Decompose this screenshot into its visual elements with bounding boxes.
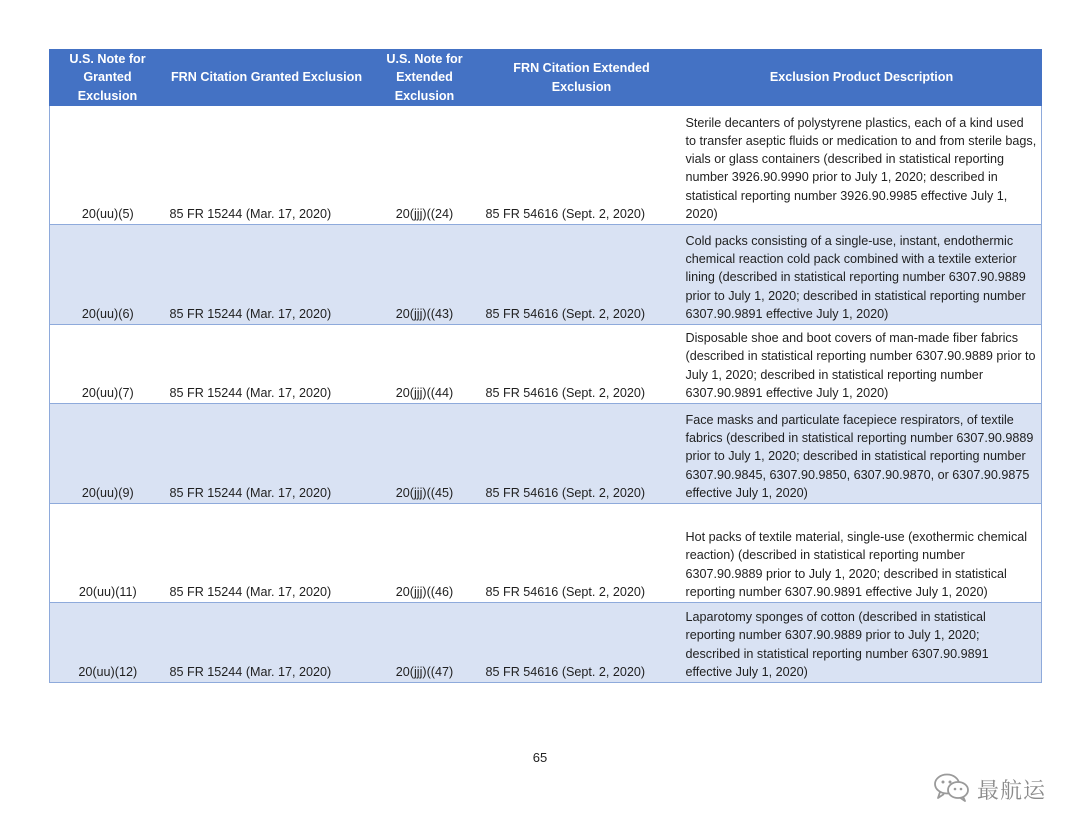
frn-granted-cell: 85 FR 15244 (Mar. 17, 2020) xyxy=(166,504,368,603)
us-note-granted-cell: 20(uu)(9) xyxy=(50,404,166,504)
description-cell: Sterile decanters of polystyrene plastics, each of a kind used to transfer aseptic fluids or medication to and from sterile bags, vials or glass containers (described in statistical reporting number 3926.90.9990 prior to July 1, 2020; described in statistical reporting number 3926.90.9985 effective July 1, 2020) xyxy=(682,106,1042,225)
frn-extended-cell: 85 FR 54616 (Sept. 2, 2020) xyxy=(482,404,682,504)
us-note-extended-cell: 20(jjj)((24) xyxy=(368,106,482,225)
frn-extended-cell: 85 FR 54616 (Sept. 2, 2020) xyxy=(482,603,682,683)
frn-granted-cell: 85 FR 15244 (Mar. 17, 2020) xyxy=(166,325,368,404)
description-cell: Hot packs of textile material, single-use (exothermic chemical reaction) (described in statistical reporting number 6307.90.9889 prior to July 1, 2020; described in statistical reporting number 6307.90.9891 effective July 1, 2020) xyxy=(682,504,1042,603)
us-note-extended-cell: 20(jjj)((47) xyxy=(368,603,482,683)
table-row xyxy=(50,504,1042,603)
exclusion-table xyxy=(49,49,1042,683)
header-us-note-extended: U.S. Note for Extended Exclusion xyxy=(368,50,482,106)
us-note-extended-cell: 20(jjj)((45) xyxy=(368,404,482,504)
frn-granted-cell: 85 FR 15244 (Mar. 17, 2020) xyxy=(166,106,368,225)
header-frn-extended: FRN Citation Extended Exclusion xyxy=(482,50,682,106)
us-note-extended-cell: 20(jjj)((46) xyxy=(368,504,482,603)
frn-granted-cell: 85 FR 15244 (Mar. 17, 2020) xyxy=(166,404,368,504)
header-us-note-granted: U.S. Note for Granted Exclusion xyxy=(50,50,166,106)
watermark xyxy=(933,772,1046,807)
frn-extended-cell: 85 FR 54616 (Sept. 2, 2020) xyxy=(482,106,682,225)
description-cell: Face masks and particulate facepiece respirators, of textile fabrics (described in statistical reporting number 6307.90.9889 prior to July 1, 2020; described in statistical reporting number 6307.90.9845, 6307.90.9850, 6307.90.9870, or 6307.90.9875 effective July 1, 2020) xyxy=(682,404,1042,504)
description-cell: Disposable shoe and boot covers of man-made fiber fabrics (described in statistical reporting number 6307.90.9889 prior to July 1, 2020; described in statistical reporting number 6307.90.9891 effective July 1, 2020) xyxy=(682,325,1042,404)
us-note-extended-cell: 20(jjj)((43) xyxy=(368,225,482,325)
table-header-row xyxy=(50,50,1042,106)
us-note-granted-cell: 20(uu)(11) xyxy=(50,504,166,603)
table-row xyxy=(50,603,1042,683)
header-description: Exclusion Product Description xyxy=(682,50,1042,106)
us-note-granted-cell: 20(uu)(6) xyxy=(50,225,166,325)
page-number: 65 xyxy=(532,750,548,765)
description-cell: Laparotomy sponges of cotton (described in statistical reporting number 6307.90.9889 prior to July 1, 2020; described in statistical reporting number 6307.90.9891 effective July 1, 2020) xyxy=(682,603,1042,683)
table-row xyxy=(50,325,1042,404)
watermark-text: 最航运 xyxy=(976,778,1046,803)
us-note-granted-cell: 20(uu)(12) xyxy=(50,603,166,683)
us-note-granted-cell: 20(uu)(7) xyxy=(50,325,166,404)
frn-granted-cell: 85 FR 15244 (Mar. 17, 2020) xyxy=(166,603,368,683)
table-row xyxy=(50,404,1042,504)
us-note-extended-cell: 20(jjj)((44) xyxy=(368,325,482,404)
frn-extended-cell: 85 FR 54616 (Sept. 2, 2020) xyxy=(482,325,682,404)
us-note-granted-cell: 20(uu)(5) xyxy=(50,106,166,225)
table-row xyxy=(50,106,1042,225)
table-row xyxy=(50,225,1042,325)
header-frn-granted: FRN Citation Granted Exclusion xyxy=(166,50,368,106)
wechat-icon xyxy=(933,772,971,807)
frn-extended-cell: 85 FR 54616 (Sept. 2, 2020) xyxy=(482,504,682,603)
frn-extended-cell: 85 FR 54616 (Sept. 2, 2020) xyxy=(482,225,682,325)
frn-granted-cell: 85 FR 15244 (Mar. 17, 2020) xyxy=(166,225,368,325)
description-cell: Cold packs consisting of a single-use, instant, endothermic chemical reaction cold pack combined with a textile exterior lining (described in statistical reporting number 6307.90.9889 prior to July 1, 2020; described in statistical reporting number 6307.90.9891 effective July 1, 2020) xyxy=(682,225,1042,325)
